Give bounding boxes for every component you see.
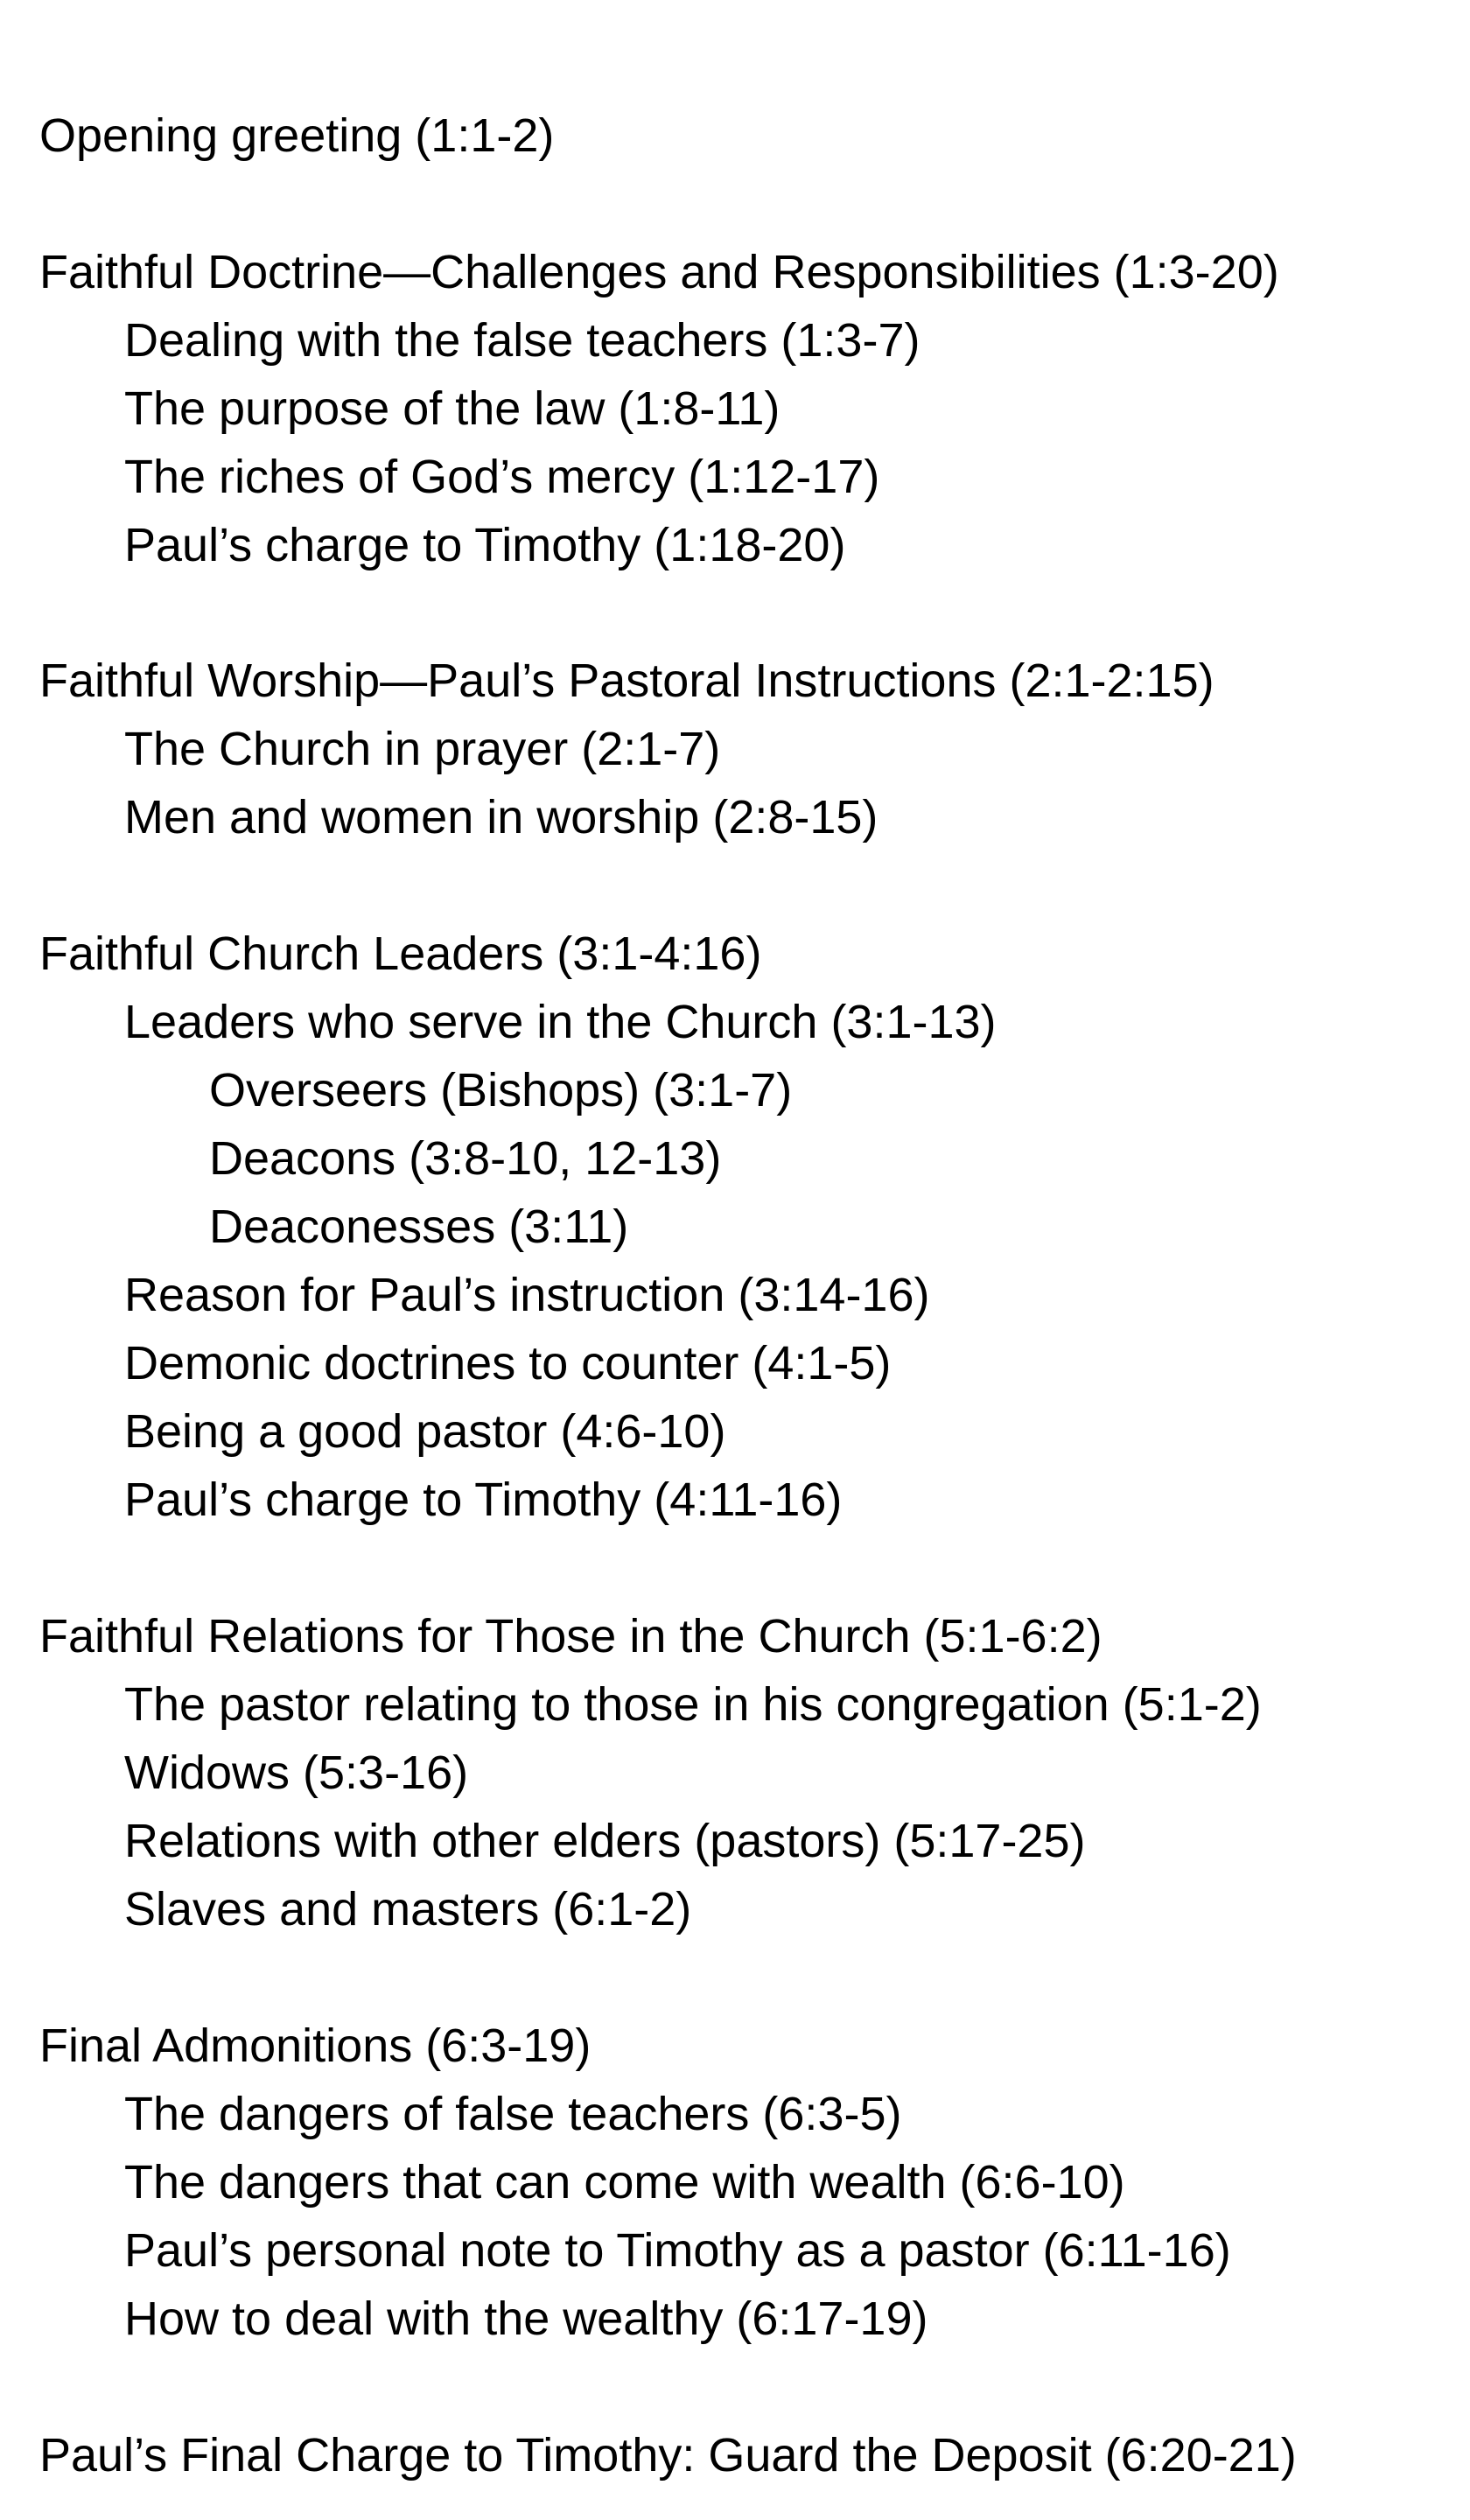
outline-item: Relations with other elders (pastors) (5:17-25) [124,1815,1086,1867]
outline-item: Dealing with the false teachers (1:3-7) [124,314,920,367]
outline-item: Paul’s charge to Timothy (1:18-20) [124,519,846,571]
outline-item: The dangers of false teachers (6:3-5) [124,2088,902,2140]
outline-item: Leaders who serve in the Church (3:1-13) [124,996,997,1048]
closing-charge: Paul’s Final Charge to Timothy: Guard the Deposit (6:20-21) [39,2429,1297,2482]
outline-subitem: Deaconesses (3:11) [209,1200,629,1253]
outline-item: Slaves and masters (6:1-2) [124,1883,692,1936]
outline-subitem: Deacons (3:8-10, 12-13) [209,1132,722,1185]
outline-item: The pastor relating to those in his congregation (5:1-2) [124,1678,1262,1731]
outline-item: Paul’s charge to Timothy (4:11-16) [124,1474,843,1526]
outline-item: The riches of God’s mercy (1:12-17) [124,451,880,503]
section-heading: Faithful Worship—Paul’s Pastoral Instructions (2:1-2:15) [39,654,1214,707]
outline-item: How to deal with the wealthy (6:17-19) [124,2292,928,2345]
section-heading: Faithful Doctrine—Challenges and Responsibilities (1:3-20) [39,246,1279,298]
outline-item: Reason for Paul’s instruction (3:14-16) [124,1269,930,1321]
outline-subitem: Overseers (Bishops) (3:1-7) [209,1064,793,1116]
section-heading: Faithful Relations for Those in the Church (5:1-6:2) [39,1610,1102,1662]
outline-item: Men and women in worship (2:8-15) [124,791,878,844]
outline-item: The Church in prayer (2:1-7) [124,723,721,775]
outline-item: Paul’s personal note to Timothy as a pastor (6:11-16) [124,2224,1231,2277]
outline-item: The dangers that can come with wealth (6:6-10) [124,2156,1125,2208]
outline-item: Being a good pastor (4:6-10) [124,1405,726,1458]
opening-greeting: Opening greeting (1:1-2) [39,109,555,162]
outline-item: The purpose of the law (1:8-11) [124,382,780,435]
outline-item: Demonic doctrines to counter (4:1-5) [124,1337,892,1390]
outline-item: Widows (5:3-16) [124,1746,469,1799]
section-heading: Faithful Church Leaders (3:1-4:16) [39,928,762,980]
section-heading: Final Admonitions (6:3-19) [39,2020,592,2072]
